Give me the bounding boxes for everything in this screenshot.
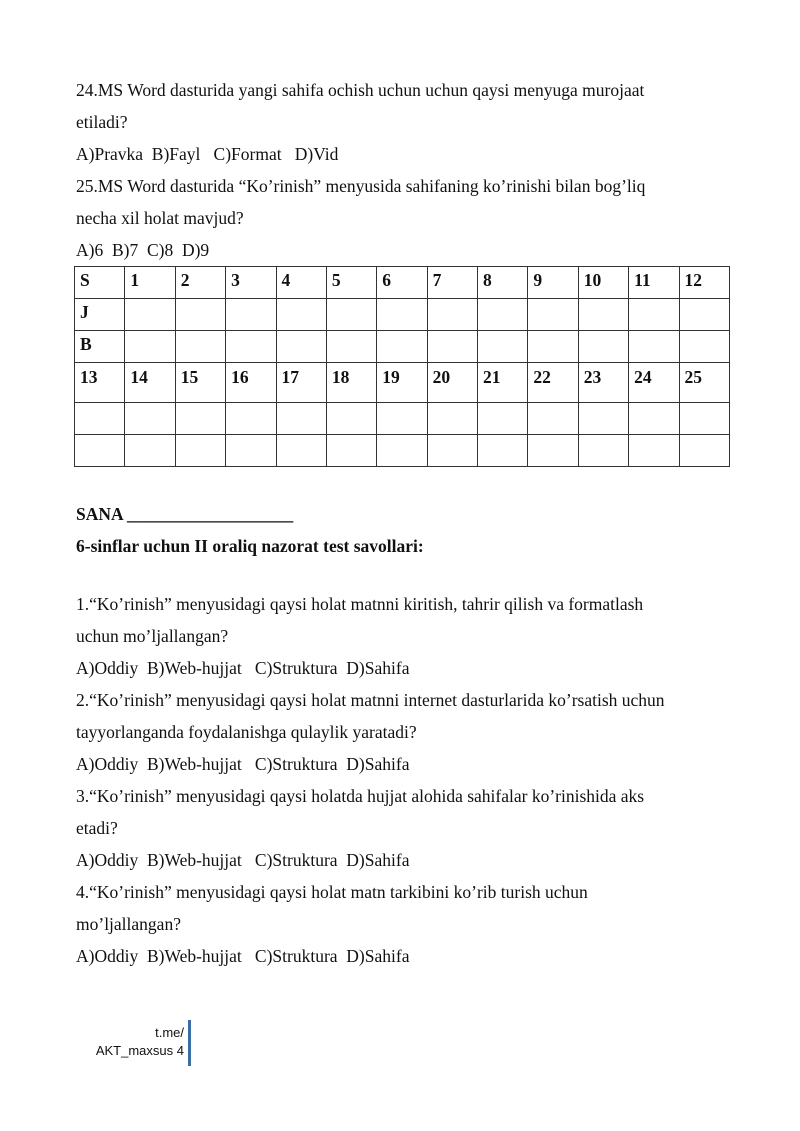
question-1-text-cont: uchun mo’ljallangan? bbox=[76, 626, 229, 646]
document-body bbox=[76, 74, 736, 972]
section-title: 6-sinflar uchun II oraliq nazorat test savollari: bbox=[76, 536, 424, 556]
answer-cell bbox=[427, 299, 477, 331]
page-footer bbox=[86, 1024, 190, 1060]
answer-cell bbox=[125, 331, 175, 363]
table-cell: 19 bbox=[377, 363, 427, 403]
answer-cell bbox=[125, 435, 175, 467]
table-cell: 2 bbox=[175, 267, 225, 299]
question-25-options: A)6 B)7 C)8 D)9 bbox=[76, 240, 210, 260]
question-1-options: A)Oddiy B)Web-hujjat C)Struktura D)Sahifa bbox=[76, 658, 410, 678]
table-cell: 21 bbox=[478, 363, 528, 403]
table-cell: 5 bbox=[326, 267, 376, 299]
table-cell: 16 bbox=[226, 363, 276, 403]
answer-cell bbox=[75, 403, 125, 435]
table-cell: 15 bbox=[175, 363, 225, 403]
table-cell: J bbox=[75, 299, 125, 331]
answer-cell bbox=[175, 403, 225, 435]
answer-cell bbox=[377, 435, 427, 467]
answer-table-row-j bbox=[75, 299, 730, 331]
answer-cell bbox=[276, 331, 326, 363]
question-2-text-cont: tayyorlanganda foydalanishga qulaylik yaratadi? bbox=[76, 722, 417, 742]
answer-cell bbox=[578, 435, 628, 467]
question-24-text: 24.MS Word dasturida yangi sahifa ochish uchun uchun qaysi menyuga murojaat bbox=[76, 80, 645, 100]
answer-table-row-empty-2 bbox=[75, 435, 730, 467]
answer-cell bbox=[679, 403, 730, 435]
spacer bbox=[76, 562, 736, 588]
answer-cell bbox=[528, 331, 578, 363]
answer-cell bbox=[478, 435, 528, 467]
answer-table-row-b bbox=[75, 331, 730, 363]
table-cell: 4 bbox=[276, 267, 326, 299]
question-2-text: 2.“Ko’rinish” menyusidagi qaysi holat matnni internet dasturlarida ko’rsatish uchun bbox=[76, 690, 665, 710]
answer-cell bbox=[578, 299, 628, 331]
answer-table-row-numbers-1 bbox=[75, 267, 730, 299]
answer-cell bbox=[478, 403, 528, 435]
answer-cell bbox=[478, 331, 528, 363]
answer-cell bbox=[175, 299, 225, 331]
answer-cell bbox=[75, 435, 125, 467]
answer-cell bbox=[226, 331, 276, 363]
table-cell: B bbox=[75, 331, 125, 363]
answer-cell bbox=[629, 331, 679, 363]
answer-cell bbox=[578, 403, 628, 435]
footer-link-line-1: t.me/ bbox=[155, 1025, 184, 1040]
question-24-text-cont: etiladi? bbox=[76, 112, 128, 132]
answer-cell bbox=[629, 435, 679, 467]
answer-cell bbox=[226, 435, 276, 467]
spacer bbox=[76, 467, 736, 498]
answer-cell bbox=[427, 403, 477, 435]
answer-cell bbox=[679, 331, 730, 363]
answer-cell bbox=[528, 403, 578, 435]
question-3-options: A)Oddiy B)Web-hujjat C)Struktura D)Sahifa bbox=[76, 850, 410, 870]
answer-cell bbox=[175, 435, 225, 467]
answer-cell bbox=[377, 331, 427, 363]
table-cell: 25 bbox=[679, 363, 730, 403]
answer-cell bbox=[125, 403, 175, 435]
table-cell: 11 bbox=[629, 267, 679, 299]
table-cell: 1 bbox=[125, 267, 175, 299]
table-cell: 24 bbox=[629, 363, 679, 403]
answer-cell bbox=[427, 435, 477, 467]
table-cell: 17 bbox=[276, 363, 326, 403]
question-4-options: A)Oddiy B)Web-hujjat C)Struktura D)Sahifa bbox=[76, 946, 410, 966]
question-2-options: A)Oddiy B)Web-hujjat C)Struktura D)Sahifa bbox=[76, 754, 410, 774]
answer-cell bbox=[679, 435, 730, 467]
question-25-text: 25.MS Word dasturida “Ko’rinish” menyusida sahifaning ko’rinishi bilan bog’liq bbox=[76, 176, 646, 196]
question-25-text-cont: necha xil holat mavjud? bbox=[76, 208, 244, 228]
answer-table-row-numbers-2 bbox=[75, 363, 730, 403]
answer-cell bbox=[629, 403, 679, 435]
table-cell: 8 bbox=[478, 267, 528, 299]
question-1-text: 1.“Ko’rinish” menyusidagi qaysi holat matnni kiritish, tahrir qilish va formatlash bbox=[76, 594, 644, 614]
question-3-text-cont: etadi? bbox=[76, 818, 118, 838]
table-cell: 14 bbox=[125, 363, 175, 403]
answer-cell bbox=[427, 331, 477, 363]
table-cell: 22 bbox=[528, 363, 578, 403]
answer-cell bbox=[326, 403, 376, 435]
answer-cell bbox=[226, 403, 276, 435]
table-cell: 3 bbox=[226, 267, 276, 299]
question-4-text: 4.“Ko’rinish” menyusidagi qaysi holat matn tarkibini ko’rib turish uchun bbox=[76, 882, 588, 902]
answer-cell bbox=[326, 299, 376, 331]
answer-cell bbox=[175, 331, 225, 363]
answer-cell bbox=[226, 299, 276, 331]
answer-cell bbox=[578, 331, 628, 363]
answer-cell bbox=[528, 299, 578, 331]
table-cell: S bbox=[75, 267, 125, 299]
question-4-text-cont: mo’ljallangan? bbox=[76, 914, 181, 934]
table-cell: 13 bbox=[75, 363, 125, 403]
answer-cell bbox=[276, 435, 326, 467]
answer-cell bbox=[276, 403, 326, 435]
answer-table bbox=[74, 266, 730, 467]
answer-cell bbox=[478, 299, 528, 331]
table-cell: 9 bbox=[528, 267, 578, 299]
answer-cell bbox=[528, 435, 578, 467]
answer-cell bbox=[679, 299, 730, 331]
question-24-options: A)Pravka B)Fayl C)Format D)Vid bbox=[76, 144, 339, 164]
answer-cell bbox=[326, 435, 376, 467]
table-cell: 6 bbox=[377, 267, 427, 299]
date-line: SANA ___________________ bbox=[76, 504, 294, 524]
table-cell: 7 bbox=[427, 267, 477, 299]
answer-table-row-empty-1 bbox=[75, 403, 730, 435]
table-cell: 20 bbox=[427, 363, 477, 403]
answer-cell bbox=[377, 403, 427, 435]
table-cell: 12 bbox=[679, 267, 730, 299]
footer-divider bbox=[188, 1020, 191, 1066]
answer-cell bbox=[276, 299, 326, 331]
answer-cell bbox=[377, 299, 427, 331]
answer-cell bbox=[125, 299, 175, 331]
table-cell: 23 bbox=[578, 363, 628, 403]
answer-cell bbox=[629, 299, 679, 331]
footer-link-line-2: AKT_maxsus 4 bbox=[95, 1043, 184, 1058]
table-cell: 18 bbox=[326, 363, 376, 403]
table-cell: 10 bbox=[578, 267, 628, 299]
question-3-text: 3.“Ko’rinish” menyusidagi qaysi holatda hujjat alohida sahifalar ko’rinishida aks bbox=[76, 786, 645, 806]
answer-cell bbox=[326, 331, 376, 363]
